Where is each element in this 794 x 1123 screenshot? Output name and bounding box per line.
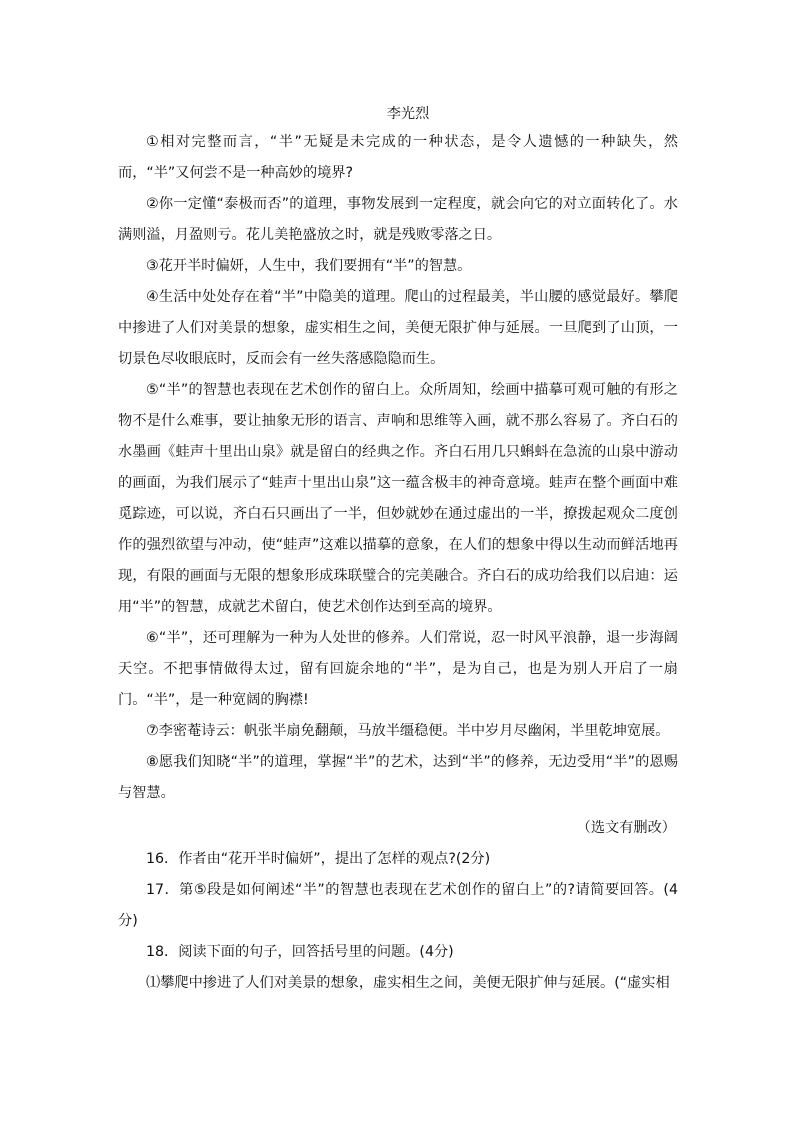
author-heading: 李光烈 [386, 106, 430, 122]
paragraph-7: ⑦李密菴诗云：帆张半扇免翻颠，马放半缰稳便。半中岁月尽幽闲，半里乾坤宽展。 [146, 723, 670, 739]
question-18: 18．阅读下面的句子，回答括号里的问题。(4分) [146, 944, 454, 960]
source-note: （选文有删改） [576, 820, 676, 836]
paragraph-6: ⑥“半”，还可理解为一种为人处世的修养。人们常说，忍一时风平浪静，退一步海阔天空。不把事情做得太过，留有回旋余地的“半”，是为自己，也是为别人开启了一扇门。“半”，是一种宽阔的胸襟! [118, 630, 678, 708]
paragraph-1: ①相对完整而言，“半”无疑是未完成的一种状态，是令人遗憾的一种缺失，然而，“半”又何尝不是一种高妙的境界? [118, 134, 678, 181]
paragraph-5: ⑤“半”的智慧也表现在艺术创作的留白上。众所周知，绘画中描摹可观可触的有形之物不是什么难事，要让抽象无形的语言、声响和思维等入画，就不那么容易了。齐白石的水墨画《蛙声十里出山泉》就是留白的经典之作。齐白石用几只蝌蚪在急流的山泉中游动的画面，为我们展示了“蛙声十里出山泉”这一蕴含极丰的神奇意境。蛙声在整个画面中难觅踪迹，可以说，齐白石只画出了一半，但妙就妙在通过虚出的一半，撩拨起观众二度创作的强烈欲望与冲动，使“蛙声”这难以描摹的意象，在人们的想象中得以生动而鲜活地再现，有限的画面与无限的想象形成珠联璧合的完美融合。齐白石的成功给我们以启迪：运用“半”的智慧，成就艺术留白，使艺术创作达到至高的境界。 [118, 382, 678, 615]
question-16: 16．作者由“花开半时偏妍”，提出了怎样的观点?(2分) [146, 851, 491, 867]
document-page [118, 101, 678, 999]
paragraph-2: ②你一定懂“泰极而否”的道理，事物发展到一定程度，就会向它的对立面转化了。水满则溢，月盈则亏。花儿美艳盛放之时，就是残败零落之日。 [118, 196, 678, 243]
question-17: 17．第⑤段是如何阐述“半”的智慧也表现在艺术创作的留白上”的?请简要回答。(4分) [118, 882, 678, 929]
paragraph-4: ④生活中处处存在着“半”中隐美的道理。爬山的过程最美，半山腰的感觉最好。攀爬中掺进了人们对美景的想象，虚实相生之间，美便无限扩伸与延展。一旦爬到了山顶，一切景色尽收眼底时，反而会有一丝失落感隐隐而生。 [118, 289, 678, 367]
question-18-sub-1: ⑴攀爬中掺进了人们对美景的想象，虚实相生之间，美便无限扩伸与延展。(“虚实相 [146, 975, 670, 991]
paragraph-8: ⑧愿我们知晓“半”的道理，掌握“半”的艺术，达到“半”的修养，无边受用“半”的恩赐与智慧。 [118, 754, 678, 801]
paragraph-3: ③花开半时偏妍，人生中，我们要拥有“半”的智慧。 [146, 258, 472, 274]
